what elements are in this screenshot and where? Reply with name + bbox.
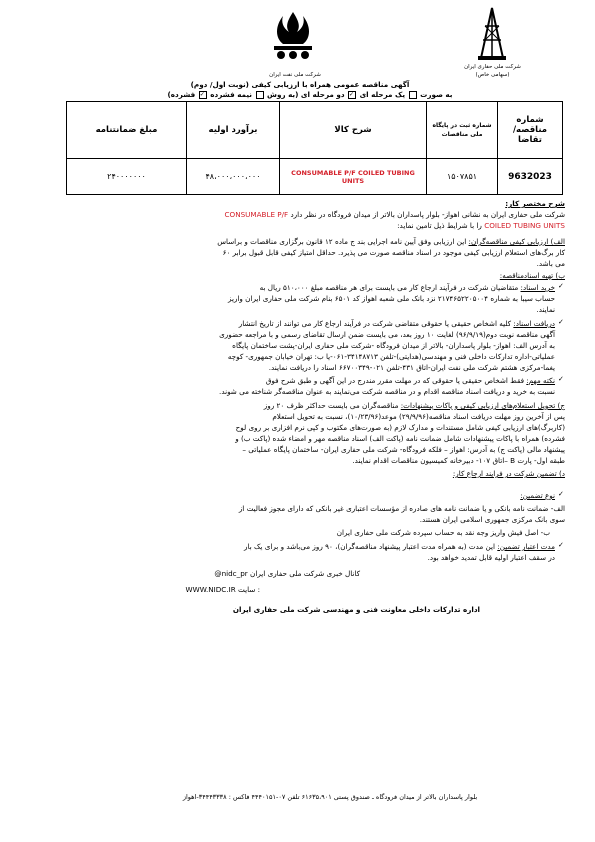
buy-label: خرید اسناد: bbox=[520, 283, 555, 292]
guarantee-type-line-1: الف- ضمانت نامه بانکی و یا ضمانت نامه های صادره از مؤسسات اعتباری غیر بانکی که دارای مجوز فعالیت از bbox=[238, 504, 565, 513]
get-text-1: کلیه اشخاص حقیقی یا حقوقی متقاضی شرکت در فرآیند ارجاع کار می توانند از تاریخ انتشار bbox=[238, 319, 512, 328]
validity-line-2: در سقف اعتبار اولیه قابل تمدید خواهد بود. bbox=[427, 553, 555, 562]
drilling-rig-icon bbox=[478, 6, 506, 60]
tender-type-prefix: به صورت bbox=[420, 90, 453, 99]
cell-tender-number: 9632023 bbox=[498, 159, 563, 195]
get-line-1 bbox=[30, 318, 555, 329]
nioc-flame-icon bbox=[267, 10, 319, 60]
col-header-guarantee: مبلغ ضمانتنامه bbox=[67, 102, 187, 159]
two-stage-checkbox[interactable] bbox=[348, 91, 356, 99]
section-a-text-1: این ارزیابی وفق آیین نامه اجرایی بند ج ماده ۱۲ قانون برگزاری مناقصات و براساس bbox=[217, 237, 467, 246]
section-a-line-3: می باشد. bbox=[536, 259, 565, 268]
nidc-logo-subcaption: (سهامی خاص) bbox=[475, 72, 510, 78]
buy-line-2: حساب سیبا به شماره ۲۱۷۴۶۵۲۲۰۵۰۰۴ نزد بانک ملی شعبه اهواز کد ۶۵۰۱ بنام شرکت ملی حفاری ایران واریز bbox=[227, 294, 555, 303]
buy-text-1: متقاضیان شرکت در فرآیند ارجاع کار می بایست برای هر مناقصه مبلغ ۵۱۰،۰۰۰ ریال به bbox=[259, 283, 519, 292]
note-label: نکته مهم: bbox=[526, 376, 555, 385]
summary-line-2 bbox=[30, 220, 565, 231]
summary-item-red-1: CONSUMABLE P/F bbox=[224, 210, 289, 219]
section-b-heading: ب) تهیه اسنادمناقصه: bbox=[499, 271, 565, 280]
news-channel-line bbox=[60, 568, 360, 579]
buy-line-1 bbox=[30, 282, 555, 293]
single-stage-label: یک مرحله ای bbox=[359, 90, 406, 99]
validity-label: مدت اعتبار تضمین: bbox=[497, 542, 555, 551]
note-text-1: فقط اشخاص حقیقی یا حقوقی که در مهلت مقرر مندرج در این آگهی و طبق شرح فوق bbox=[265, 376, 525, 385]
get-line-3: به آدرس الف: اهواز- بلوار پاسداران- بالاتر از میدان فرودگاه -شرکت ملی حفاری ایران-پشت ساختمان پایگاه bbox=[232, 341, 555, 350]
check-bullet-icon: ✓ bbox=[558, 282, 564, 290]
semi-compressed-label: نیمه فشرده bbox=[210, 90, 253, 99]
website-line bbox=[60, 584, 260, 595]
note-line-2: نسبت به خرید و دریافت اسناد مناقصه اقدام و در مناقصه شرکت می‌نمایند به عنوان مناقصه‌گر شناخته می شوند. bbox=[219, 387, 555, 396]
section-c-line-5: پیشنهاد مالی (پاکت ج) به آدرس: اهواز – فلکه فرودگاه- شرکت ملی حفاری ایران- ساختمان پایگاه عملیاتی – bbox=[242, 445, 565, 454]
col-header-tender-number: شماره مناقصه/ تقاضا bbox=[498, 102, 563, 159]
table-header-row bbox=[67, 102, 563, 159]
summary-item-red-2: COILED TUBING UNITS bbox=[484, 221, 565, 230]
compressed-checkbox[interactable] bbox=[199, 91, 207, 99]
department-line: اداره تدارکات داخلی معاونت فنی و مهندسی شرکت ملی حفاری ایران bbox=[232, 605, 480, 614]
get-line-4: عملیاتی-اداره تدارکات داخلی فنی و مهندسی(هدایتی)-تلفن ۳۴۱۴۸۷۱۳-۰۶۱-یا ب: تهران خیابان جمهوری- کوچه bbox=[227, 352, 555, 361]
check-bullet-icon: ✓ bbox=[558, 490, 564, 498]
news-channel-text: کانال خبری شرکت ملی حفاری ایران bbox=[250, 569, 360, 578]
get-label: دریافت اسناد: bbox=[513, 319, 555, 328]
summary-line-1 bbox=[30, 209, 565, 220]
semi-compressed-checkbox[interactable] bbox=[256, 91, 264, 99]
nidc-logo-caption: شرکت ملی حفاری ایران bbox=[464, 64, 521, 70]
summary-text-2: را با شرایط ذیل تامین نماید: bbox=[397, 221, 482, 230]
cell-guarantee: ۲۴۰۰۰۰۰۰۰ bbox=[67, 159, 187, 195]
buy-line-3: نمایند. bbox=[536, 305, 555, 314]
page-title: آگهی مناقصه عمومی همراه با ارزیابی کیفی (نوبت اول/ دوم) bbox=[190, 80, 410, 89]
website-link[interactable]: WWW.NIDC.IR bbox=[185, 585, 236, 594]
compressed-label: فشرده) bbox=[167, 90, 196, 99]
section-d-heading: د) تضمین شرکت در فرایند ارجاع کار: bbox=[452, 469, 565, 478]
section-c-heading: ج) تحویل استعلام‌های ارزیابی کیفی و پاکات پیشنهادات: bbox=[400, 401, 565, 410]
get-line-5: یغما-مرکزی هشتم شرکت ملی نفت ایران-اتاق ۴۳۱-تلفن ۰۲۱-۶۶۷۰۰۳۴۹ اسناد را دریافت نمایند. bbox=[268, 363, 555, 372]
summary-heading: شرح مختصر کار: bbox=[505, 199, 565, 208]
section-c-line-3: (کاربرگ)های ارزیابی کیفی شامل مستندات و مدارک لازم (به صورت‌های مکتوب و کپی نرم افزاری بر روی لوح bbox=[235, 423, 565, 432]
cell-registration: ۱۵۰۷۸۵۱ bbox=[427, 159, 498, 195]
section-a-line-1 bbox=[30, 236, 565, 247]
validity-text-1: این مدت (به همراه مدت اعتبار پیشنهاد مناقصه‌گران)، ۹۰ روز می‌باشد و برای یک بار bbox=[244, 542, 495, 551]
section-c-line-2: پس از آخرین روز مهلت دریافت اسناد مناقصه(۲۹/۹/۹۶) موعد(۱۰/۲۳/۹۶)، نسبت به تحویل استعلام bbox=[272, 412, 565, 421]
get-line-2: آگهی مناقصه نوبت دوم(۹۶/۹/۱۹) لغایت ۱۰ روز بعد، می بایست ضمن ارسال تقاضای رسمی و با مراجعه حضوری bbox=[219, 330, 555, 339]
check-bullet-icon: ✓ bbox=[558, 541, 564, 549]
section-a-line-2: کار برگ‌های استعلام ارزیابی کیفی موجود در اسناد مناقصه صورت می پذیرد. حداقل امتیاز کیفی قابل قبول برابر ۶۰ bbox=[222, 248, 565, 257]
check-bullet-icon: ✓ bbox=[558, 318, 564, 326]
check-bullet-icon: ✓ bbox=[558, 375, 564, 383]
cell-estimate: ۴۸،۰۰۰،۰۰۰،۰۰۰ bbox=[187, 159, 280, 195]
news-channel-id[interactable]: @nidc_pr bbox=[214, 569, 248, 578]
col-header-description: شرح کالا bbox=[280, 102, 427, 159]
col-header-registration: شماره ثبت در پایگاه ملی مناقصات bbox=[427, 102, 498, 159]
tender-table bbox=[66, 101, 563, 195]
guarantee-type-label: نوع تضمین: bbox=[520, 491, 555, 500]
section-c-text-1: مناقصه‌گران می بایست حداکثر ظرف ۲۰ روز bbox=[263, 401, 399, 410]
nidc-drilling-rig-logo bbox=[478, 6, 506, 60]
nioc-logo bbox=[267, 10, 319, 60]
website-label: : سایت bbox=[238, 585, 260, 594]
section-c-line-6: طبقه اول- پارت B –اتاق ۱۰۷- دبیرخانه کمیسیون مناقصات اقدام نمایند. bbox=[352, 456, 565, 465]
guarantee-type-line-2: سوی بانک مرکزی جمهوری اسلامی ایران هستند. bbox=[419, 515, 565, 524]
guarantee-type-line-3: ب- اصل فیش واریز وجه نقد به حساب سپرده شرکت ملی حفاری ایران bbox=[336, 528, 550, 537]
footer-address: بلوار پاسداران بالاتر از میدان فرودگاه ـ صندوق پستی ۶۱۶۳۵،۹۰۱ تلفن ۰۷-۴۴۴۰۱۵۱ فاکس : ۳۴۴۴۳۳۳۸-اهواز bbox=[182, 793, 478, 801]
col-header-estimate: برآورد اولیه bbox=[187, 102, 280, 159]
tender-type-line bbox=[150, 89, 470, 100]
section-c-line-4: فشرده) همراه با پاکات پیشنهادات شامل ضمانت نامه (پاکت الف) اسناد مناقصه مهر و امضاء شده (پاکت ب) و bbox=[235, 434, 565, 443]
two-stage-label: دو مرحله ای (به روش bbox=[267, 90, 345, 99]
note-line-1 bbox=[30, 375, 555, 386]
single-stage-checkbox[interactable] bbox=[409, 91, 417, 99]
validity-line-1 bbox=[30, 541, 555, 552]
cell-description: CONSUMABLE P/F COILED TUBING UNITS bbox=[280, 159, 427, 195]
section-a-heading: الف) ارزیابی کیفی مناقصه‌گران: bbox=[468, 237, 565, 246]
table-row bbox=[67, 159, 563, 195]
section-c-line-1 bbox=[30, 400, 565, 411]
nioc-logo-caption: شرکت ملی نفت ایران bbox=[269, 72, 321, 78]
summary-text-1: شرکت ملی حفاری ایران به نشانی اهواز- بلوار پاسداران بالاتر از میدان فرودگاه در نظر دارد bbox=[290, 210, 565, 219]
